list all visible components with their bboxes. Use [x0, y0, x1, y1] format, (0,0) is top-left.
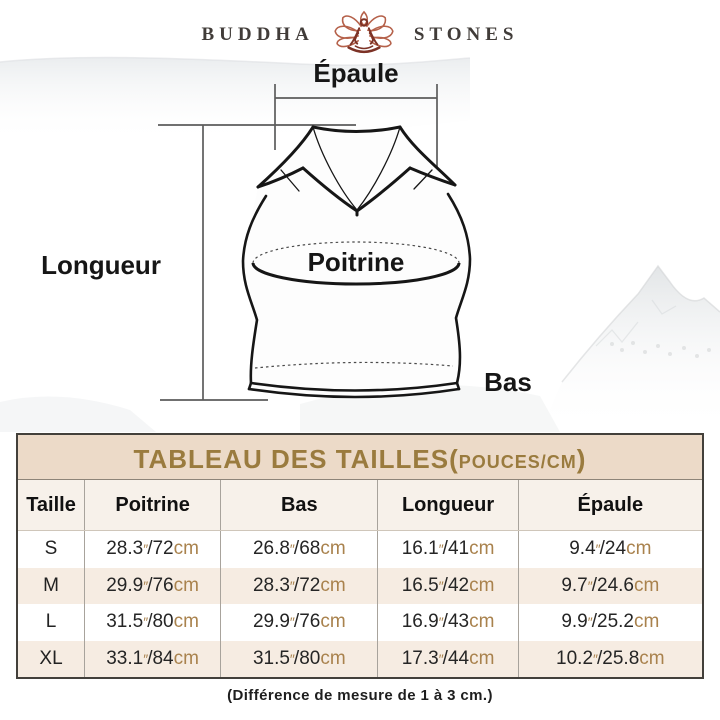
table-row-xl [18, 641, 702, 678]
size-cell: XL [18, 641, 85, 678]
table-title-units: POUCES/CM [458, 452, 577, 472]
measure-cell: 9.7 ″ / 24.6 cm [561, 574, 660, 596]
lotus-logo-icon [328, 10, 400, 60]
length-label: Longueur [41, 250, 161, 280]
column-header-length: Longueur [378, 480, 518, 530]
size-table-title [18, 435, 702, 480]
column-header-size: Taille [18, 480, 85, 530]
measure-cell: 9.9 ″ / 25.2 cm [561, 611, 660, 633]
measure-cell: 31.5 ″ / 80 cm [221, 641, 378, 678]
column-header-shoulder: Épaule [577, 493, 644, 516]
measure-cell: 17.3 ″ / 44 cm [378, 641, 518, 678]
measure-cell: 33.1 ″ / 84 cm [85, 641, 221, 678]
brand-name-right: STONES [413, 24, 519, 45]
size-cell: L [18, 604, 85, 641]
measure-cell: 16.9 ″ / 43 cm [378, 604, 518, 641]
table-title-paren-close: ) [576, 444, 587, 474]
measure-cell: 29.9 ″ / 76 cm [221, 604, 378, 641]
column-header-chest: Poitrine [85, 480, 221, 530]
size-cell: M [18, 568, 85, 605]
table-row-l [18, 604, 702, 641]
measure-cell: 16.5 ″ / 42 cm [378, 568, 518, 605]
size-table [16, 433, 704, 679]
measure-cell: 10.2 ″ / 25.8 cm [556, 647, 665, 669]
table-title-text: TABLEAU DES TAILLES [133, 444, 450, 474]
table-row-m [18, 568, 702, 605]
table-header-row [18, 480, 702, 531]
shoulder-label: Épaule [313, 58, 399, 88]
table-row-s [18, 531, 702, 568]
measure-cell: 9.4 ″ / 24 cm [569, 538, 652, 560]
hem-label: Bas [484, 367, 532, 397]
column-header-hem: Bas [221, 480, 378, 530]
garment-measurement-diagram [0, 58, 720, 430]
brand-name-left: BUDDHA [201, 24, 314, 45]
table-title-paren-open: ( [449, 444, 459, 474]
measure-cell: 29.9 ″ / 76 cm [85, 568, 221, 605]
measure-cell: 28.3 ″ / 72 cm [221, 568, 378, 605]
measure-cell: 28.3 ″ / 72 cm [85, 531, 221, 568]
size-cell: S [18, 531, 85, 568]
measurement-tolerance-note: (Différence de mesure de 1 à 3 cm.) [227, 687, 493, 704]
brand-header [0, 14, 720, 56]
measure-cell: 31.5 ″ / 80 cm [85, 604, 221, 641]
measure-cell: 16.1 ″ / 41 cm [378, 531, 518, 568]
measure-cell: 26.8 ″ / 68 cm [221, 531, 378, 568]
chest-label: Poitrine [307, 247, 405, 277]
